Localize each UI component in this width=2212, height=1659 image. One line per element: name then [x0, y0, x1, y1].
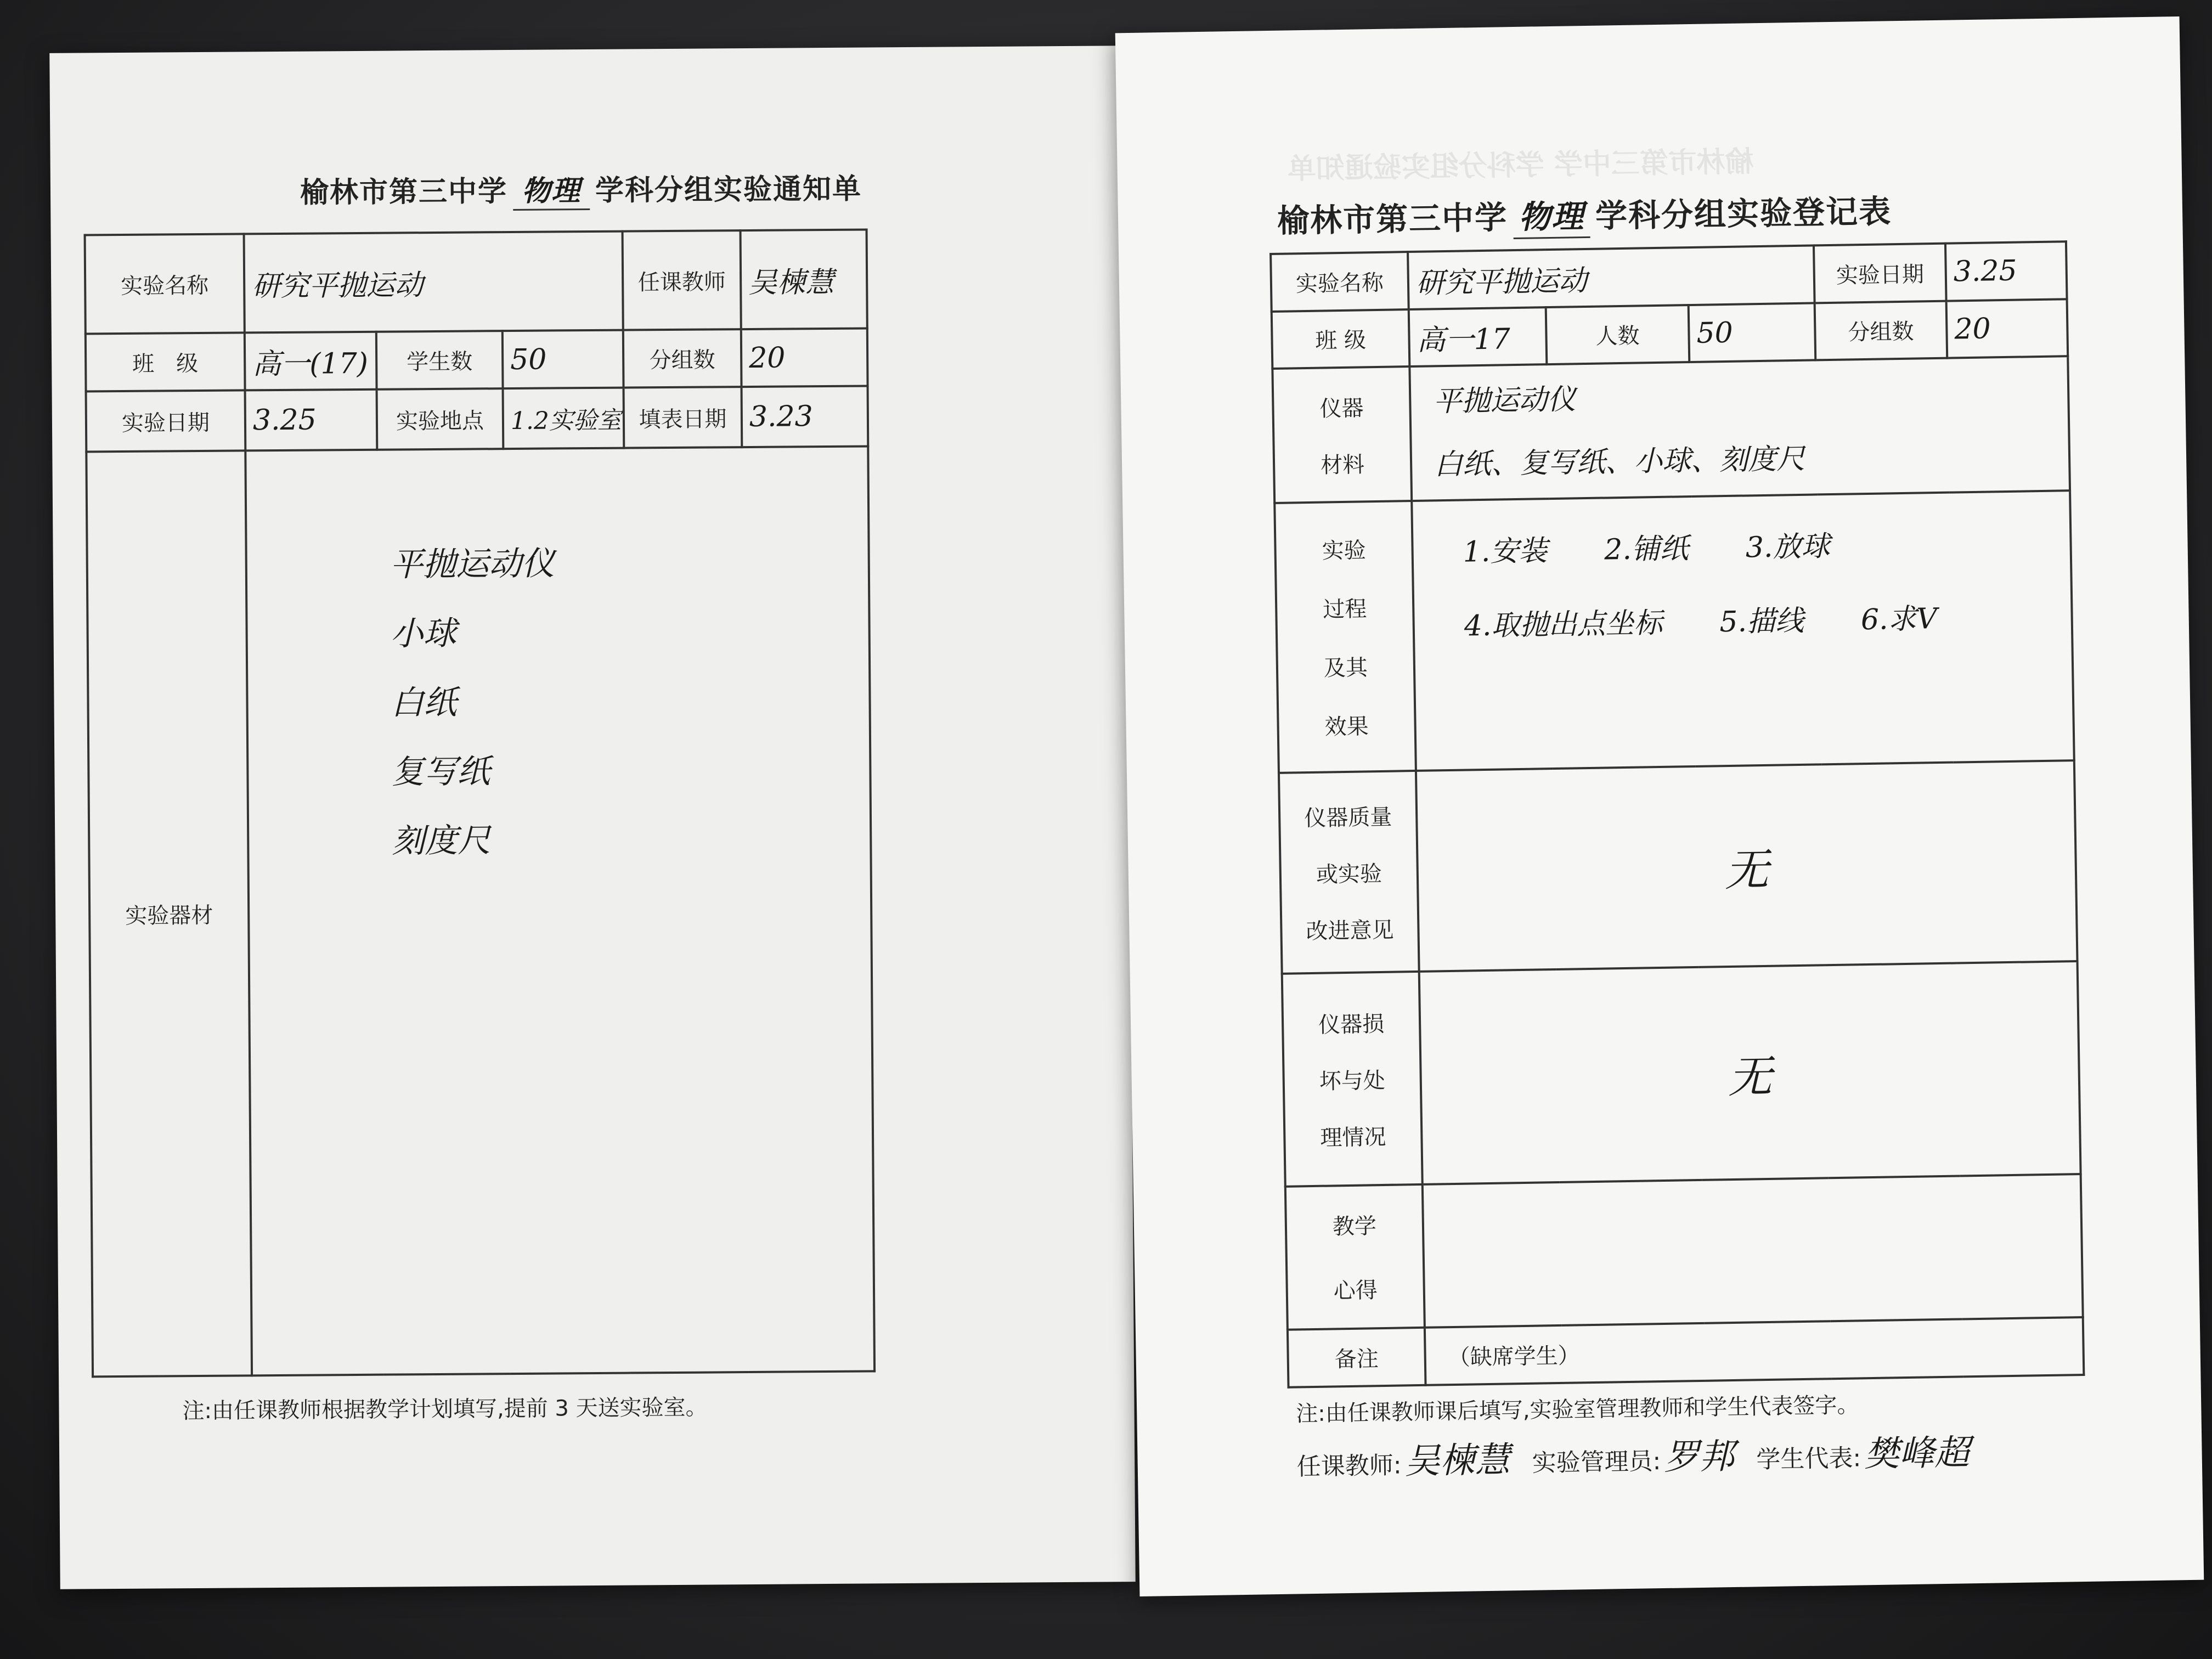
label-line: 教学 — [1332, 1214, 1377, 1240]
label-exp-date: 实验日期 — [1814, 244, 1946, 303]
value-class: 高一(17) — [245, 332, 377, 391]
label-location: 实验地点 — [377, 388, 504, 450]
label-exp-name: 实验名称 — [85, 234, 245, 334]
label-line: 材料 — [1320, 452, 1365, 478]
value-quality: 无 — [1416, 760, 2078, 972]
registration-footnote: 注:由任课教师课后填写,实验室管理教师和学生代表签字。 — [1295, 1392, 1859, 1427]
label-people: 人数 — [1546, 305, 1690, 365]
label-group-count: 分组数 — [1815, 301, 1948, 360]
label-remarks: 备注 — [1288, 1328, 1426, 1387]
label-teacher: 任课教师 — [623, 230, 741, 330]
notification-form-title — [300, 166, 862, 212]
label-line: 坏与处 — [1319, 1068, 1386, 1094]
signature-teacher: 吴楝慧 — [1404, 1440, 1511, 1482]
label-teaching — [1285, 1184, 1425, 1330]
registration-form-title — [1277, 185, 1892, 243]
value-exp-date: 3.25 — [245, 390, 377, 451]
value-class: 高一17 — [1409, 307, 1547, 367]
sign-label-teacher: 任课教师: — [1296, 1451, 1402, 1481]
label-line: 实验 — [1322, 538, 1366, 564]
notification-footnote: 注:由任课教师根据教学计划填写,提前 3 天送实验室。 — [182, 1395, 708, 1424]
notification-form-table — [84, 228, 876, 1378]
label-instruments — [1272, 366, 1412, 503]
label-line: 仪器质量 — [1304, 804, 1392, 831]
label-line: 或实验 — [1316, 861, 1383, 888]
value-exp-name: 研究平抛运动 — [1408, 245, 1815, 309]
label-line: 改进意见 — [1306, 917, 1394, 944]
value-instruments — [1409, 357, 2070, 501]
signature-row — [1296, 1424, 1992, 1486]
instrument-line: 平抛运动仪 — [1432, 383, 1576, 419]
label-exp-name: 实验名称 — [1271, 252, 1409, 312]
material-item: 刻度尺 — [392, 821, 491, 861]
value-student-count: 50 — [503, 330, 624, 389]
instrument-line: 白纸、复写纸、小球、刻度尺 — [1434, 443, 1805, 482]
value-people: 50 — [1689, 303, 1816, 362]
label-line: 仪器损 — [1318, 1011, 1385, 1038]
signature-manager: 罗邦 — [1663, 1436, 1735, 1479]
value-remarks: （缺席学生） — [1425, 1317, 2084, 1385]
label-line: 仪器 — [1319, 396, 1364, 422]
equipment-cell — [245, 446, 874, 1375]
label-exp-date: 实验日期 — [86, 390, 246, 452]
material-item: 平抛运动仪 — [390, 544, 555, 584]
title-form-name: 学科分组实验通知单 — [595, 172, 862, 207]
process-line: 1.安装 2.铺纸 3.放球 — [1463, 530, 1830, 569]
material-item: 白纸 — [391, 683, 457, 723]
value-group-count: 20 — [741, 328, 868, 387]
registration-form-sheet — [1115, 16, 2204, 1596]
title-form-name: 学科分组实验登记表 — [1595, 193, 1892, 235]
label-line: 过程 — [1322, 596, 1367, 623]
value-process — [1412, 490, 2074, 771]
title-subject: 物理 — [513, 167, 590, 211]
process-line: 4.取抛出点坐标 5.描线 6.求V — [1464, 602, 1938, 643]
label-line: 心得 — [1333, 1278, 1378, 1304]
value-exp-name: 研究平抛运动 — [244, 232, 623, 333]
value-location: 1.2实验室 — [503, 388, 624, 449]
title-subject: 物理 — [1513, 190, 1590, 239]
material-item: 复写纸 — [391, 752, 490, 792]
label-group-count: 分组数 — [623, 329, 742, 387]
label-process — [1274, 501, 1416, 773]
value-exp-date: 3.25 — [1945, 241, 2067, 301]
material-item: 小球 — [390, 614, 456, 653]
title-school: 榆林市第三中学 — [300, 175, 508, 210]
sign-label-manager: 实验管理员: — [1532, 1447, 1661, 1477]
label-line: 及其 — [1323, 655, 1368, 681]
label-line: 理情况 — [1320, 1124, 1386, 1151]
label-fill-date: 填表日期 — [624, 387, 742, 448]
value-damage: 无 — [1419, 961, 2081, 1184]
value-teacher: 吴楝慧 — [741, 229, 867, 329]
label-student-count: 学生数 — [376, 331, 503, 390]
notification-form-sheet — [49, 46, 1135, 1589]
label-quality — [1279, 771, 1419, 974]
label-class: 班 级 — [86, 332, 245, 391]
label-damage — [1282, 972, 1423, 1186]
value-teaching — [1423, 1174, 2083, 1328]
label-class: 班 级 — [1272, 309, 1410, 369]
signature-student-rep: 樊峰超 — [1864, 1432, 1970, 1475]
materials-list — [246, 447, 870, 863]
sign-label-student-rep: 学生代表: — [1756, 1444, 1861, 1474]
label-equipment: 实验器材 — [86, 450, 252, 1376]
title-school: 榆林市第三中学 — [1277, 199, 1508, 240]
label-line: 效果 — [1324, 714, 1369, 740]
value-fill-date: 3.23 — [742, 386, 868, 447]
show-through-text: 榆林市第三中学 学科分组实验通知单 — [1287, 145, 1754, 186]
registration-form-table — [1269, 240, 2085, 1389]
value-group-count: 20 — [1946, 299, 2068, 358]
